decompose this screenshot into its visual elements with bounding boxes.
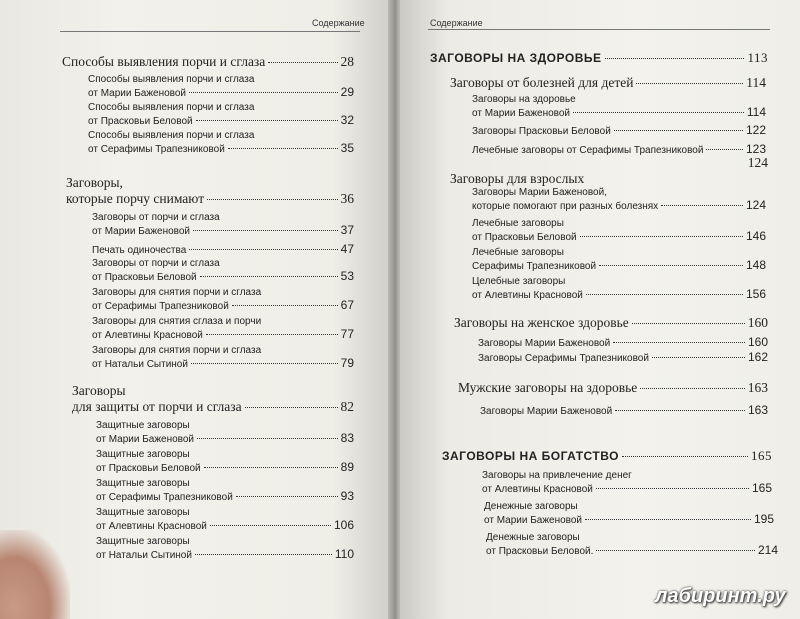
toc-section: Заговоры от болезней для детей 114 [450,75,766,90]
finger-thumb [0,530,70,619]
toc-entry: Защитные заговоры от Серафимы Трапезниковой 93 [96,478,354,503]
toc-entry: Заговоры на здоровье от Марии Баженовой 114 [472,94,766,119]
toc-entry: Заговоры на привлечение денег от Алевтины Красновой 165 [482,470,772,495]
watermark-logo: лабиринт.ру [655,585,786,607]
toc-entry: Защитные заговоры от Прасковьи Беловой 89 [96,449,354,474]
left-page [0,0,392,619]
toc-section: 124 Заговоры для взрослых [450,155,768,186]
toc-entry: Защитные заговоры от Натальи Сытиной 110 [96,536,354,561]
running-header-right: Содержание [430,18,483,28]
toc-entry: Лечебные заговоры от Серафимы Трапезниковой 123 [472,142,766,156]
toc-section: Мужские заговоры на здоровье 163 [458,380,768,395]
header-rule-left [60,31,360,32]
toc-entry: Защитные заговоры от Алевтины Красновой 106 [96,507,354,532]
toc-chapter: ЗАГОВОРЫ НА ЗДОРОВЬЕ 113 [430,50,768,65]
header-rule-right [428,29,770,30]
toc-entry: Заговоры Марии Баженовой, которые помогают при разных болезнях 124 [472,187,766,212]
running-header-left: Содержание [312,18,365,28]
toc-entry: Лечебные заговоры Серафимы Трапезниковой 148 [472,247,766,272]
toc-entry: Денежные заговоры от Прасковьи Беловой. 214 [486,532,778,557]
toc-entry: Заговоры для снятия сглаза и порчи от Алевтины Красновой 77 [92,316,354,341]
toc-entry: Заговоры от порчи и сглаза от Марии Баженовой 37 [92,212,354,237]
toc-entry: Способы выявления порчи и сглаза от Серафимы Трапезниковой 35 [88,130,354,155]
toc-entry: Заговоры Прасковьи Беловой 122 [472,123,766,137]
toc-entry: Печать одиночества 47 [92,242,354,256]
toc-entry: Способы выявления порчи и сглаза от Марии Баженовой 29 [88,74,354,99]
toc-entry: Заговоры для снятия порчи и сглаза от Серафимы Трапезниковой 67 [92,287,354,312]
toc-entry: Заговоры Марии Баженовой 163 [480,403,768,417]
toc-entry: Заговоры Серафимы Трапезниковой 162 [478,350,768,364]
toc-entry: Целебные заговоры от Алевтины Красновой 156 [472,276,766,301]
toc-section: Заговоры на женское здоровье 160 [454,315,768,330]
toc-section: Заговоры для защиты от порчи и сглаза 82 [72,383,354,414]
right-page [400,0,800,619]
toc-entry: Заговоры от порчи и сглаза от Прасковьи Беловой 53 [92,258,354,283]
toc-entry: Способы выявления порчи и сглаза от Прасковьи Беловой 32 [88,102,354,127]
toc-entry: Заговоры Марии Баженовой 160 [478,335,768,349]
toc-section: Способы выявления порчи и сглаза 28 [62,54,354,69]
toc-entry: Лечебные заговоры от Прасковьи Беловой 146 [472,218,766,243]
toc-entry: Защитные заговоры от Марии Баженовой 83 [96,420,354,445]
toc-chapter: ЗАГОВОРЫ НА БОГАТСТВО 165 [442,448,772,463]
toc-section: Заговоры, которые порчу снимают 36 [66,175,354,206]
toc-entry: Заговоры для снятия порчи и сглаза от Натальи Сытиной 79 [92,345,354,370]
toc-entry: Денежные заговоры от Марии Баженовой 195 [484,501,774,526]
